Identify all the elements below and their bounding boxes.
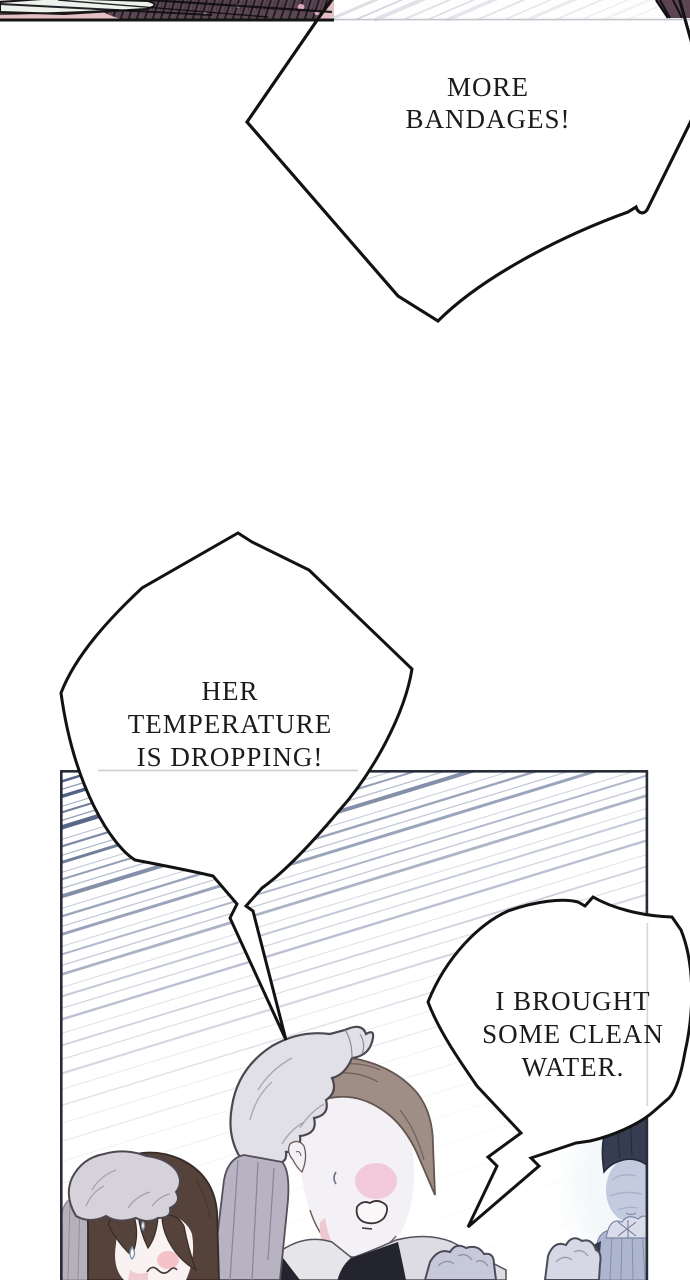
blush <box>157 1251 179 1269</box>
speech-bubble-2-text <box>80 675 380 774</box>
lower-lip-line <box>362 1228 372 1229</box>
speech-bubble-1-text <box>338 71 638 135</box>
previous-panel-strip <box>0 0 690 21</box>
sweat-drop-small <box>142 1221 145 1230</box>
maid-young-bonnet <box>69 1151 180 1221</box>
speech-line: TEMPERATURE <box>127 709 333 739</box>
speech-bubble-1 <box>247 0 690 321</box>
speech-line: MORE <box>446 72 529 102</box>
speech-line: BANDAGES! <box>405 104 571 134</box>
speech-line: IS DROPPING! <box>136 742 324 772</box>
blush <box>355 1163 397 1199</box>
speech-line: SOME CLEAN <box>482 1019 664 1049</box>
speech-line: WATER. <box>521 1052 625 1082</box>
maid-young <box>62 1151 219 1280</box>
mouth-open <box>357 1201 387 1223</box>
speech-line: HER <box>201 676 259 706</box>
speech-line: I BROUGHT <box>495 986 651 1016</box>
sweat-drop <box>130 1247 135 1259</box>
speech-bubble-3-text <box>448 985 690 1084</box>
